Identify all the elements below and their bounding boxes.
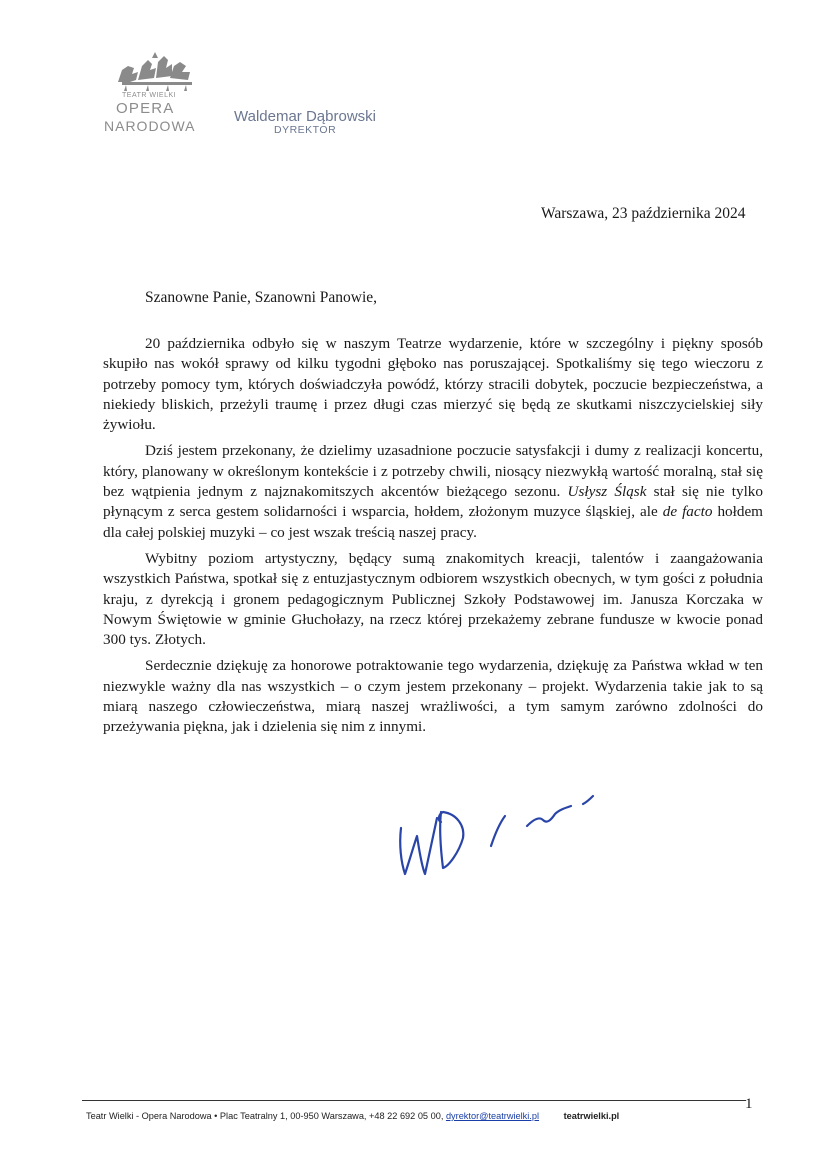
page-number: 1 (745, 1096, 753, 1112)
place-and-date: Warszawa, 23 października 2024 (541, 205, 746, 222)
footer-divider (82, 1100, 746, 1101)
quadriga-logo-icon (108, 52, 204, 92)
footer-contact (86, 1111, 619, 1121)
logo-teatr-wielki-text: TEATR WIELKI (122, 92, 177, 99)
logo-narodowa-text: NARODOWA (104, 118, 196, 134)
opera-logo (100, 52, 210, 142)
de-facto-phrase: de facto (662, 503, 713, 521)
handwritten-signature (395, 790, 615, 890)
paragraph-1: 20 października odbyło się w naszym Teatrze wydarzenie, które w szczególny i piękny sposób skupiło nas wokół sprawy od kilku tygodni głęboko nas poruszającej. Spotkaliśmy się tego wieczoru z potrzeby pomocy tym, których doświadczyła powódź, którzy stracili dobytek, poczucie bezpieczeństwa, a niekiedy bliskich, przeżyli traumę i przez długi czas mierzyć się będą ze skutkami niszczycielskiej siły żywiołu. (103, 335, 763, 434)
concert-title: Usłysz Śląsk (567, 483, 647, 501)
paragraph-3: Wybitny poziom artystyczny, będący sumą znakomitych kreacji, talentów i zaangażowania wszystkich Państwa, spotkał się z entuzjastycznym odbiorem wszystkich obecnych, w tym gości z południa kraju, z dyrekcją i gronem pedagogicznym Publicznej Szkoły Podstawowej im. Janusza Korczaka w Nowym Świętowie w gminie Głuchołazy, na rzecz której przekażemy zebrane fundusze w kwocie ponad 300 tys. Złotych. (103, 549, 763, 649)
paragraph-2 (103, 441, 763, 542)
footer-email-link[interactable]: dyrektor@teatrwielki.pl (445, 1111, 540, 1121)
logo-opera-text: OPERA (116, 100, 175, 117)
paragraph-2-part-a: Dziś jestem przekonany, że dzielimy uzasadnione poczucie satysfakcji i dumy z realizacji koncertu, który, planowany w określonym kontekście i z potrzeby chwili, niosący niezwykłą wartość moralną, stał się bez wątpienia jednym z najznakomitszych akcentów bieżącego sezonu. (103, 442, 763, 501)
paragraph-2-part-c: hołdem dla całej polskiej muzyki – co jest wszak treścią naszej pracy. (103, 503, 763, 541)
salutation: Szanowne Panie, Szanowni Panowie, (145, 289, 378, 306)
paragraph-2-part-b: stał się nie tylko płynącym z serca gestem solidarności i wsparcia, hołdem, złożonym muzyce śląskiej, ale (103, 483, 763, 521)
footer-address: Teatr Wielki - Opera Narodowa • Plac Teatralny 1, 00-950 Warszawa, +48 22 692 05 00, (86, 1111, 444, 1121)
director-name: Waldemar Dąbrowski (234, 108, 376, 125)
director-title: DYREKTOR (274, 124, 337, 136)
footer-website[interactable]: teatrwielki.pl (563, 1111, 620, 1121)
letter-body (103, 334, 763, 744)
paragraph-4: Serdecznie dziękuję za honorowe potraktowanie tego wydarzenia, dziękuję za Państwa wkład w ten niezwykle ważny dla nas wszystkich – o czym jestem przekonany – projekt. Wydarzenia takie jak to są miarą naszego człowieczeństwa, miarą naszej wrażliwości, a tym samym zarówno zdolności do przeżywania piękna, jak i dzielenia się nim z innymi. (103, 657, 763, 736)
